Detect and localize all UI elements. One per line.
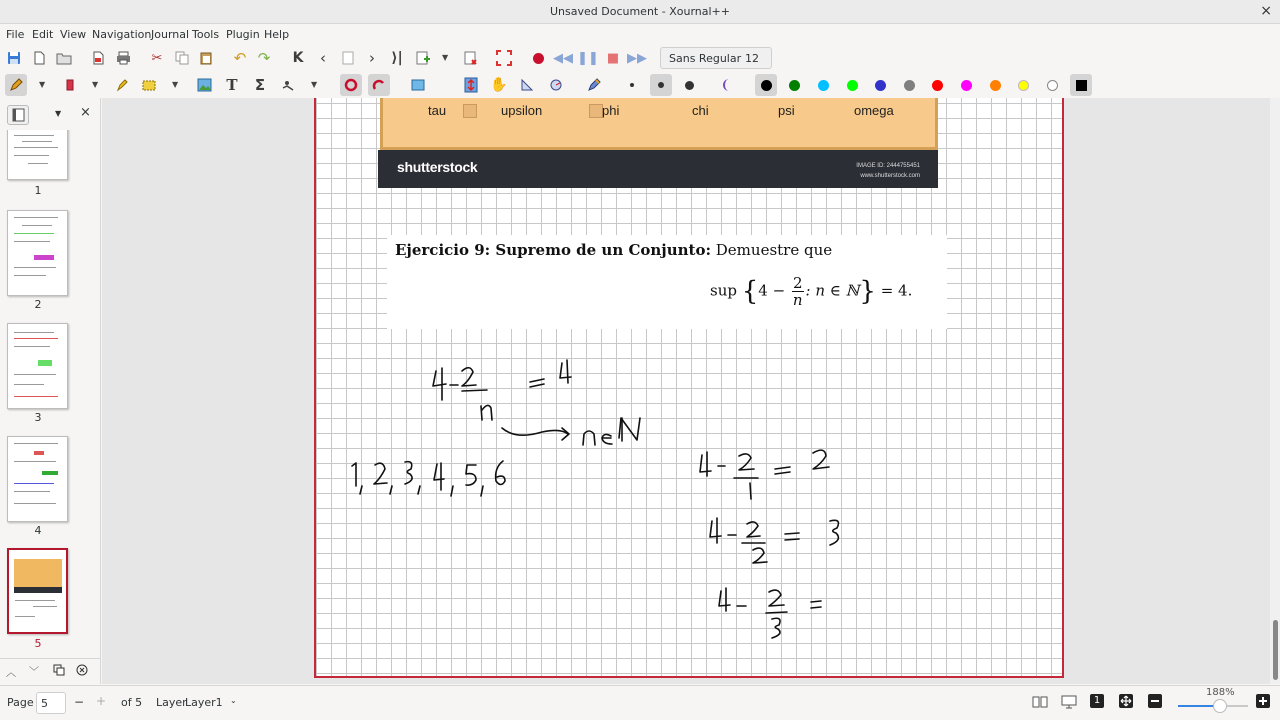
shape-recognizer-icon[interactable] <box>340 74 362 96</box>
page-number: 5 <box>34 637 42 650</box>
formula-denominator: n <box>792 291 803 309</box>
exercise-text: Demuestre que <box>711 241 833 259</box>
page-number-value: 5 <box>41 697 48 710</box>
font-size: 12 <box>745 52 759 65</box>
draw-rectangle-icon[interactable] <box>410 77 426 93</box>
sidebar-footer <box>0 658 101 684</box>
main-toolbar <box>0 44 1280 72</box>
greek-letter-label: omega <box>854 103 894 118</box>
sidebar-header <box>0 98 101 130</box>
insert-page-icon[interactable] <box>415 50 431 66</box>
zoom-fit-icon[interactable] <box>1119 694 1133 708</box>
page-thumbnail[interactable] <box>7 323 68 409</box>
page-number: 3 <box>34 411 42 424</box>
handwriting-strokes <box>316 98 1066 678</box>
insert-page-dropdown-icon[interactable]: ▼ <box>442 53 449 62</box>
vertical-scrollbar[interactable] <box>1270 98 1280 684</box>
sidebar-close-icon[interactable]: × <box>80 105 91 120</box>
zoom-out-icon[interactable] <box>1148 694 1162 708</box>
page-label: Page <box>7 696 34 709</box>
zoom-slider[interactable] <box>1178 705 1248 707</box>
page-up-icon[interactable]: ︿ <box>6 668 16 679</box>
page-preview-sidebar <box>0 98 101 684</box>
shutterstock-logo: shutterstock <box>397 159 478 175</box>
formula-numerator: 2 <box>792 274 803 292</box>
select-dropdown-icon[interactable]: ▼ <box>172 80 179 89</box>
page-number-input[interactable] <box>36 692 66 714</box>
page-decrement-button[interactable]: − <box>74 695 85 709</box>
greek-letter-label: phi <box>602 103 620 118</box>
vertical-space-icon[interactable] <box>463 77 479 93</box>
formula-mid: : n ∈ ℕ <box>805 281 860 300</box>
zoom-slider-handle[interactable] <box>1213 699 1227 713</box>
first-page-icon[interactable]: K <box>292 50 304 66</box>
cut-icon[interactable]: ✂ <box>151 50 163 66</box>
export-pdf-icon[interactable] <box>90 50 106 66</box>
color-magenta-button[interactable] <box>961 80 972 91</box>
ruler-tool-icon[interactable] <box>368 74 390 96</box>
menu-navigation[interactable]: Navigation <box>92 28 152 41</box>
page-number: 4 <box>34 524 42 537</box>
page-thumbnail[interactable] <box>7 130 68 180</box>
eraser-tool-icon[interactable] <box>62 77 78 93</box>
color-orange-button[interactable] <box>990 80 1001 91</box>
color-blue-button[interactable] <box>875 80 886 91</box>
exercise-title: Ejercicio 9: Supremo de un Conjunto: <box>395 241 712 259</box>
pause-icon[interactable]: ❚❚ <box>577 50 599 66</box>
save-icon[interactable] <box>6 50 22 66</box>
highlighter-tool-icon[interactable] <box>114 77 130 93</box>
color-green-button[interactable] <box>789 80 800 91</box>
menu-plugin[interactable]: Plugin <box>226 28 260 41</box>
paste-icon[interactable] <box>198 50 214 66</box>
greek-letter-label: tau <box>428 103 447 118</box>
document-page[interactable] <box>314 98 1064 678</box>
color-gray-button[interactable] <box>904 80 915 91</box>
document-canvas[interactable] <box>102 98 1270 684</box>
default-tool-icon[interactable] <box>586 77 602 93</box>
menu-tools[interactable]: Tools <box>192 28 220 41</box>
color-yellow-button[interactable] <box>1018 80 1029 91</box>
open-folder-icon[interactable] <box>56 50 72 66</box>
page-down-icon[interactable]: ﹀ <box>29 667 39 678</box>
page-thumbnail[interactable] <box>7 436 68 522</box>
previous-page-icon[interactable]: ‹ <box>320 49 326 67</box>
formula-end: = 4. <box>880 281 913 300</box>
menu-help[interactable]: Help <box>264 28 290 41</box>
window-title: Unsaved Document - Xournal++ <box>550 5 730 18</box>
setsquare-icon[interactable] <box>519 77 535 93</box>
menu-file[interactable]: File <box>6 28 25 41</box>
color-lightgreen-button[interactable] <box>847 80 858 91</box>
scrollbar-thumb[interactable] <box>1273 620 1278 680</box>
font-name: Sans Regular <box>669 52 742 65</box>
redo-icon[interactable]: ↷ <box>257 49 271 67</box>
page-count: of 5 <box>121 696 143 709</box>
medium-width-icon[interactable] <box>650 74 672 96</box>
close-icon[interactable]: × <box>1260 3 1272 19</box>
shape-tool-icon[interactable] <box>280 77 296 93</box>
rewind-icon[interactable]: ◀◀ <box>553 50 573 66</box>
color-lightblue-button[interactable] <box>818 80 829 91</box>
color-black-button[interactable] <box>755 74 777 96</box>
page-thumbnail[interactable] <box>7 210 68 296</box>
pen-dropdown-icon[interactable]: ▼ <box>39 80 46 89</box>
presentation-icon[interactable] <box>1061 695 1077 709</box>
new-document-icon[interactable] <box>31 50 47 66</box>
layer-selector[interactable]: Layer1 <box>185 696 223 709</box>
eraser-dropdown-icon[interactable]: ▼ <box>92 80 99 89</box>
formula-sup: sup <box>710 281 737 300</box>
select-rectangle-icon[interactable] <box>142 77 158 93</box>
fill-icon[interactable] <box>721 77 737 93</box>
record-icon[interactable] <box>533 53 544 64</box>
shape-dropdown-icon[interactable]: ▼ <box>311 80 318 89</box>
formula-left: 4 − <box>758 281 786 300</box>
last-page-icon[interactable]: ⟩| <box>391 50 403 66</box>
status-bar <box>0 685 1280 720</box>
font-selector-button[interactable] <box>660 47 772 69</box>
delete-page-icon[interactable] <box>463 50 479 66</box>
text-tool-icon[interactable]: T <box>226 76 238 94</box>
fast-forward-icon[interactable]: ▶▶ <box>627 50 647 66</box>
layer-dropdown-icon[interactable]: ⌄ <box>230 696 237 705</box>
image-url: www.shutterstock.com <box>860 173 920 179</box>
greek-letter-label: psi <box>778 103 795 118</box>
copy-page-icon[interactable] <box>53 664 65 676</box>
greek-letter-label: upsilon <box>501 103 543 118</box>
tools-toolbar <box>0 71 1280 99</box>
page-thumbnail-list <box>0 130 100 656</box>
menu-view[interactable]: View <box>60 28 87 41</box>
page-number: 2 <box>34 298 42 311</box>
page-number: 1 <box>34 184 42 197</box>
menu-edit[interactable]: Edit <box>32 28 54 41</box>
greek-letter-label: chi <box>692 103 709 118</box>
next-page-icon[interactable]: › <box>369 49 375 67</box>
image-id: IMAGE ID: 2444755451 <box>856 163 920 169</box>
page-thumbnail-selected[interactable] <box>7 548 68 634</box>
page-increment-button[interactable]: + <box>96 694 107 708</box>
zoom-in-icon[interactable] <box>1256 694 1270 708</box>
print-icon[interactable] <box>115 50 131 66</box>
menu-bar <box>0 24 1280 44</box>
fullscreen-icon[interactable] <box>496 50 512 66</box>
delete-page-sidebar-icon[interactable] <box>76 664 88 676</box>
zoom-100-icon[interactable]: 1 <box>1090 694 1104 708</box>
thin-width-icon[interactable] <box>630 83 634 87</box>
exercise-formula: sup {4 − $\frac{2}{n}$ : n ∈ ℕ} = 4. <box>710 274 913 309</box>
undo-icon[interactable]: ↶ <box>233 49 247 67</box>
layer-label: Layer <box>156 696 187 709</box>
image-tool-icon[interactable] <box>196 77 212 93</box>
sidebar-page-view-icon[interactable] <box>7 105 29 125</box>
color-white-button[interactable] <box>1047 80 1058 91</box>
title-bar <box>0 0 1280 24</box>
menu-journal[interactable]: Journal <box>151 28 190 41</box>
zoom-level: 188% <box>1206 687 1235 698</box>
custom-color-button[interactable] <box>1070 74 1092 96</box>
math-tex-icon[interactable]: Σ <box>254 76 266 94</box>
sidebar-view-dropdown-icon[interactable]: ▼ <box>55 109 62 118</box>
dual-page-icon[interactable] <box>1032 696 1048 708</box>
pen-tool-icon[interactable] <box>5 74 27 96</box>
compass-icon[interactable] <box>548 77 564 93</box>
thick-width-icon[interactable] <box>685 81 694 90</box>
hand-tool-icon[interactable]: ✋ <box>490 77 508 93</box>
goto-page-icon[interactable] <box>340 50 356 66</box>
stop-icon[interactable]: ■ <box>606 50 620 66</box>
copy-icon[interactable] <box>174 50 190 66</box>
color-red-button[interactable] <box>932 80 943 91</box>
